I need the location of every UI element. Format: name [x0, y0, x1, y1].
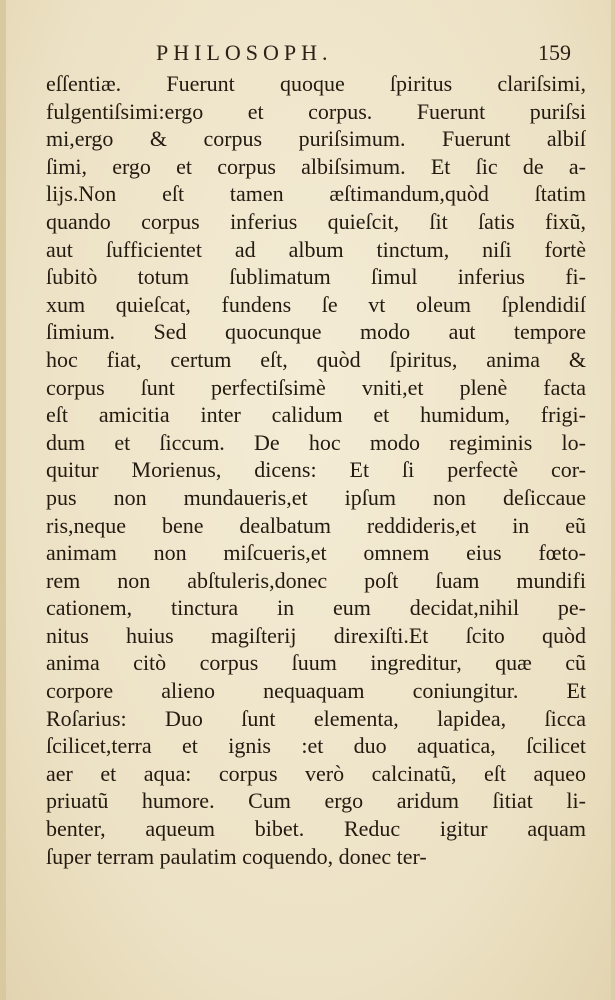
text-line: corpus ſunt perfectiſsimè vniti,et plenè facta — [46, 374, 586, 400]
running-title: PHILOSOPH. — [156, 40, 333, 65]
text-line: benter, aqueum bibet. Reduc igitur aquam — [46, 816, 586, 842]
text-line: eſſentiæ. Fuerunt quoque ſpiritus clariſsimi, — [46, 71, 586, 96]
text-line: fulgentiſsimi:ergo et corpus. Fuerunt puriſsi — [46, 98, 586, 124]
text-line: ſimium. Sed quocunque modo aut tempore — [46, 319, 586, 345]
text-line: priuatũ humore. Cum ergo aridum ſitiat li- — [46, 788, 586, 814]
text-line: lijs.Non eſt tamen æſtimandum,quòd ſtatim — [46, 181, 586, 207]
text-line: corpore alieno nequaquam coniungitur. Et — [46, 678, 586, 704]
text-line: animam non miſcueris,et omnem eius fœto- — [46, 540, 586, 566]
text-line: pus non mundaueris,et ipſum non deſiccaue — [46, 484, 586, 510]
text-line: aer et aqua: corpus verò calcinatũ, eſt aqueo — [46, 760, 586, 786]
text-line: cationem, tinctura in eum decidat,nihil pe- — [46, 595, 586, 621]
text-line: ris,neque bene dealbatum reddideris,et in eũ — [46, 512, 586, 538]
text-line: mi,ergo & corpus puriſsimum. Fuerunt albiſ — [46, 126, 586, 152]
text-line: quando corpus inferius quieſcit, ſit ſatis fixũ, — [46, 208, 586, 234]
text-line: nitus huius magiſterij direxiſti.Et ſcito quòd — [46, 622, 586, 648]
text-line: Roſarius: Duo ſunt elementa, lapidea, ſicca — [46, 705, 586, 731]
text-line: hoc fiat, certum eſt, quòd ſpiritus, anima & — [46, 346, 586, 372]
running-head — [156, 40, 571, 72]
text-line: rem non abſtuleris,donec poſt ſuam mundifi — [46, 567, 586, 593]
text-line: ſcilicet,terra et ignis :et duo aquatica, ſcilicet — [46, 733, 586, 759]
text-line: ſimi, ergo et corpus albiſsimum. Et ſic de a- — [46, 153, 586, 179]
text-line: ſuper terram paulatim coquendo, donec ter- — [46, 843, 427, 869]
text-line: aut ſufficientet ad album tinctum, niſi fortè — [46, 236, 586, 262]
text-line: xum quieſcat, fundens ſe vt oleum ſplendidiſ — [46, 291, 586, 317]
body-text — [46, 70, 586, 870]
text-line: dum et ſiccum. De hoc modo regiminis lo- — [46, 429, 586, 455]
text-line: quitur Morienus, dicens: Et ſi perfectè cor- — [46, 457, 586, 483]
text-line: eſt amicitia inter calidum et humidum, frigi- — [46, 402, 586, 428]
text-line: anima citò corpus ſuum ingreditur, quæ cũ — [46, 650, 586, 676]
text-line: ſubitò totum ſublimatum ſimul inferius fi- — [46, 264, 586, 290]
page-number: 159 — [538, 40, 571, 65]
